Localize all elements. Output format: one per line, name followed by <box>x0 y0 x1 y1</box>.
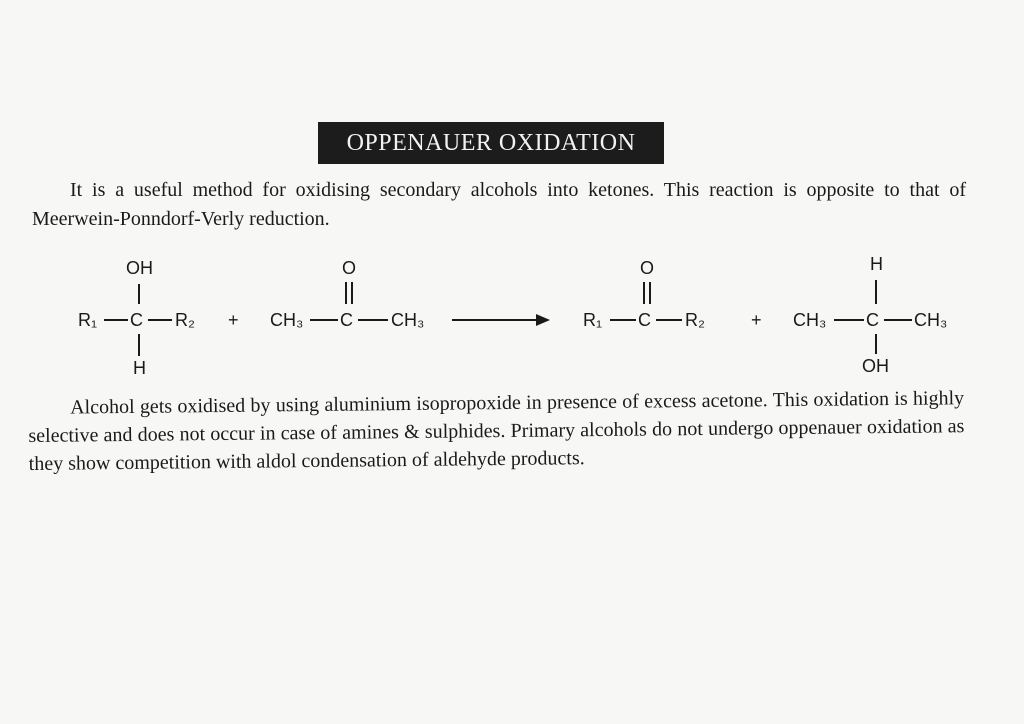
carbon-label: C <box>866 310 879 330</box>
reaction-scheme <box>0 240 1024 390</box>
carbon-label: C <box>340 310 353 330</box>
hydroxyl-label: OH <box>126 258 153 278</box>
methyl-label: CH₃ <box>914 310 948 330</box>
reaction-arrow-head <box>536 314 550 326</box>
details-paragraph: Alcohol gets oxidised by using aluminium isopropoxide in presence of excess acetone. This oxidation is highly selective and does not occur in case of amines & sulphides. Primary alcohols do not undergo oppenauer oxidation as they show competition with aldol condensation of aldehyde products. <box>28 387 965 475</box>
carbon-label: C <box>638 310 651 330</box>
methyl-label: CH₃ <box>270 310 304 330</box>
methyl-label: CH₃ <box>793 310 827 330</box>
r2-label: R₂ <box>685 310 705 330</box>
oxygen-label: O <box>640 258 655 278</box>
hydrogen-label: H <box>133 358 146 378</box>
r1-label: R₁ <box>78 310 98 330</box>
plus-sign: + <box>228 310 239 330</box>
intro-paragraph: It is a useful method for oxidising secondary alcohols into ketones. This reaction is opposite to that of Meerwein-Ponndorf-Verly reduction. <box>32 179 966 230</box>
methyl-label: CH₃ <box>391 310 425 330</box>
section-title: OPPENAUER OXIDATION <box>318 122 664 164</box>
carbon-label: C <box>130 310 143 330</box>
hydrogen-label: H <box>870 254 883 274</box>
r2-label: R₂ <box>175 310 195 330</box>
r1-label: R₁ <box>583 310 603 330</box>
oxygen-label: O <box>342 258 357 278</box>
hydroxyl-label: OH <box>862 356 889 376</box>
plus-sign: + <box>751 310 762 330</box>
